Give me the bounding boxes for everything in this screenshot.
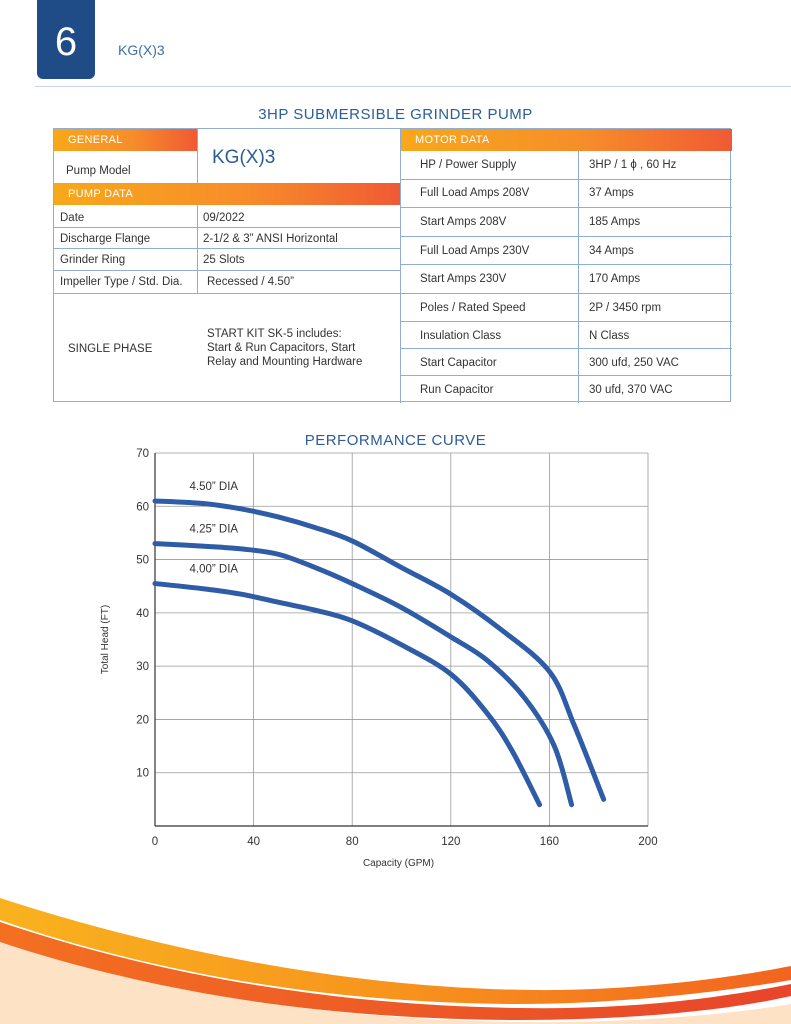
motor-data-value: 3HP / 1 ϕ , 60 Hz	[589, 159, 677, 171]
y-tick-label: 40	[136, 607, 149, 620]
motor-data-label: Insulation Class	[420, 329, 502, 342]
pump-data-value: 09/2022	[203, 211, 245, 224]
motor-data-label: Poles / Rated Speed	[420, 302, 526, 314]
x-axis-label: Capacity (GPM)	[362, 858, 435, 869]
series-line-1	[155, 544, 572, 805]
motor-data-value: 30 ufd, 370 VAC	[589, 383, 673, 396]
chart-title: PERFORMANCE CURVE	[304, 432, 487, 449]
pump-data-value: 2-1/2 & 3” ANSI Horizontal	[203, 232, 338, 245]
motor-data-value: 37 Amps	[589, 187, 634, 199]
spec-title: 3HP SUBMERSIBLE GRINDER PUMP	[258, 106, 533, 123]
motor-data-label: Full Load Amps 230V	[420, 245, 530, 257]
y-tick-label: 10	[136, 767, 149, 780]
motor-data-label: HP / Power Supply	[420, 159, 517, 171]
pump-data-label: Grinder Ring	[60, 254, 126, 266]
start-kit-note: START KIT SK-5 includes: Start & Run Capacitors, Start Relay and Mounting Hardware	[207, 328, 363, 368]
general-heading: GENERAL	[54, 129, 197, 151]
spec-table	[53, 128, 731, 402]
pump-data-value: Recessed / 4.50”	[207, 276, 294, 288]
decorative-wave	[0, 880, 791, 1024]
motor-data-label: Start Amps 208V	[420, 216, 507, 228]
y-tick-label: 60	[136, 501, 149, 514]
pump-data-value: 25 Slots	[203, 254, 245, 266]
x-tick-label: 40	[247, 836, 260, 848]
motor-data-label: Start Capacitor	[420, 356, 497, 369]
page-number-tab: 6	[37, 0, 95, 79]
motor-data-value: 34 Amps	[589, 245, 634, 257]
motor-data-heading: MOTOR DATA	[401, 129, 732, 151]
pump-data-label: Discharge Flange	[60, 232, 151, 245]
pump-data-heading: PUMP DATA	[54, 183, 400, 205]
y-tick-label: 70	[136, 448, 149, 460]
motor-data-label: Run Capacitor	[420, 383, 494, 396]
pump-data-label: Date	[60, 211, 85, 224]
motor-data-value: 185 Amps	[589, 216, 641, 228]
pump-model-value: KG(X)3	[212, 147, 276, 168]
x-tick-label: 200	[638, 836, 658, 848]
x-tick-label: 80	[345, 836, 359, 848]
y-tick-label: 20	[136, 714, 149, 727]
motor-data-value: 2P / 3450 rpm	[589, 302, 662, 314]
y-tick-label: 30	[136, 661, 149, 674]
series-label: 4.25” DIA	[189, 523, 239, 536]
y-axis-label: Total Head (FT)	[100, 604, 111, 675]
pump-model-label: Pump Model	[66, 165, 131, 177]
motor-data-value: 170 Amps	[589, 273, 641, 285]
series-label: 4.00” DIA	[189, 563, 239, 576]
model-header: KG(X)3	[118, 42, 165, 58]
motor-data-value: 300 ufd, 250 VAC	[589, 356, 679, 369]
single-phase-label: SINGLE PHASE	[68, 343, 153, 355]
series-label: 4.50” DIA	[189, 480, 239, 493]
x-tick-label: 160	[539, 836, 559, 848]
y-tick-label: 50	[136, 554, 149, 567]
header-divider	[35, 86, 791, 87]
motor-data-value: N Class	[589, 329, 630, 342]
motor-data-label: Full Load Amps 208V	[420, 187, 530, 199]
performance-chart	[0, 440, 791, 880]
motor-data-label: Start Amps 230V	[420, 273, 507, 285]
pump-data-label: Impeller Type / Std. Dia.	[60, 276, 183, 288]
x-tick-label: 0	[151, 836, 159, 848]
x-tick-label: 120	[441, 836, 461, 848]
